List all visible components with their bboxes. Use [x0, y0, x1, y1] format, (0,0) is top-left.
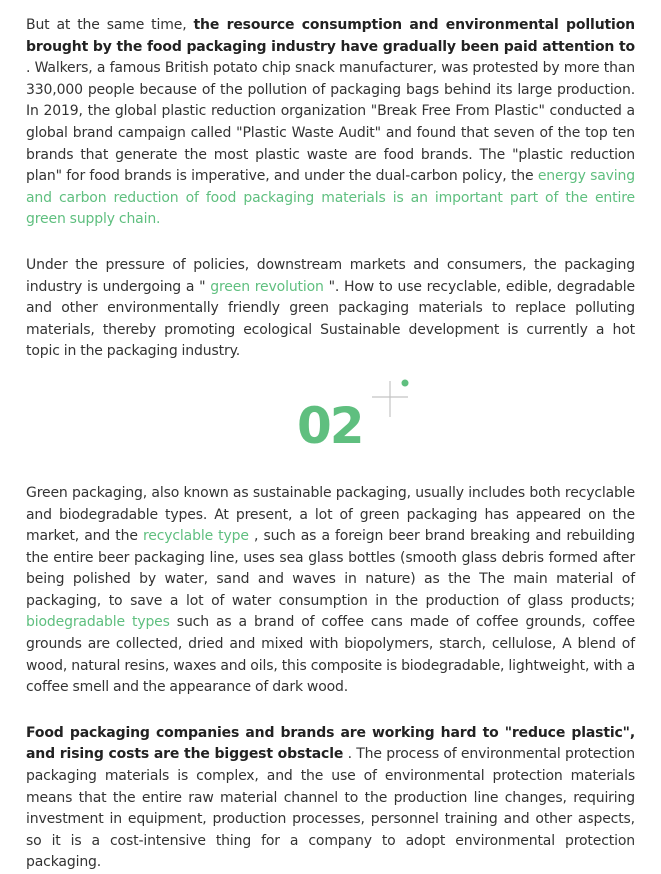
- paragraph-text: , such as a foreign beer brand breaking and rebuilding the entire beer packaging line, uses sea glass bottles (smooth glass debris formed after being polished by water, sand and waves in nature) as the The main material of packaging, to save a lot of water consumption in the production of glass products;: [26, 528, 635, 609]
- bold-highlight: Food packaging companies and brands are working hard to "reduce plastic", and rising costs are the biggest obstacle: [26, 724, 635, 763]
- paragraph-green-revolution: [26, 255, 635, 363]
- paragraph-text: . Walkers, a famous British potato chip snack manufacturer, was protested by more than 330,000 people because of the pollution of packaging bags behind its large production. In 2019, the global plastic reduction organization "Break Free From Plastic" conducted a global brand campaign called "Plastic Waste Audit" and found that seven of the top ten brands that generate the most plastic waste are food brands. The "plastic reduction plan" for food brands is imperative, and under the dual-carbon policy, the: [26, 60, 635, 185]
- plus-decoration-icon: [370, 377, 410, 417]
- paragraph-cost-obstacle: [26, 723, 635, 874]
- paragraph-green-packaging-types: [26, 483, 635, 699]
- section-number-marker: [26, 363, 635, 483]
- section-number: 02: [297, 396, 363, 455]
- green-highlight: recyclable type: [142, 528, 249, 545]
- paragraph-text: ". How to use recyclable, edible, degradable and other environmentally friendly green packaging materials to replace polluting materials, thereby promoting ecological Sustainable development is currently a hot topic in the packaging industry.: [26, 278, 635, 360]
- paragraph-text: Green packaging, also known as sustainable packaging, usually includes both recyclable and biodegradable types. At present, a lot of green packaging has appeared on the market, and the: [26, 484, 635, 545]
- paragraph-plastic-pollution: [26, 15, 635, 231]
- paragraph-spacer: [26, 231, 635, 255]
- green-highlight: energy saving and carbon reduction of food packaging materials is an important part of the entire green supply chain.: [26, 168, 635, 228]
- paragraph-text: But at the same time,: [26, 17, 194, 33]
- green-highlight: green revolution: [210, 278, 324, 295]
- article-body: [26, 15, 635, 874]
- green-highlight: biodegradable types: [26, 614, 170, 631]
- bold-highlight: the resource consumption and environmental pollution brought by the food packaging industry have gradually been paid attention to: [26, 17, 635, 55]
- paragraph-text: . The process of environmental protection packaging materials is complex, and the use of environmental protection materials means that the entire raw material channel to the production line changes, requiring investment in equipment, production processes, personnel training and other aspects, so it is a cost-intensive thing for a company to adopt environmental protection packaging.: [26, 746, 636, 871]
- paragraph-spacer: [26, 699, 635, 723]
- paragraph-text: Under the pressure of policies, downstream markets and consumers, the packaging industry is undergoing a ": [26, 256, 635, 295]
- paragraph-text: such as a brand of coffee cans made of coffee grounds, coffee grounds are collected, dried and mixed with biopolymers, starch, cellulose, A blend of wood, natural resins, waxes and oils, this composite is biodegradable, lightweight, with a coffee smell and the appearance of dark wood.: [26, 614, 635, 696]
